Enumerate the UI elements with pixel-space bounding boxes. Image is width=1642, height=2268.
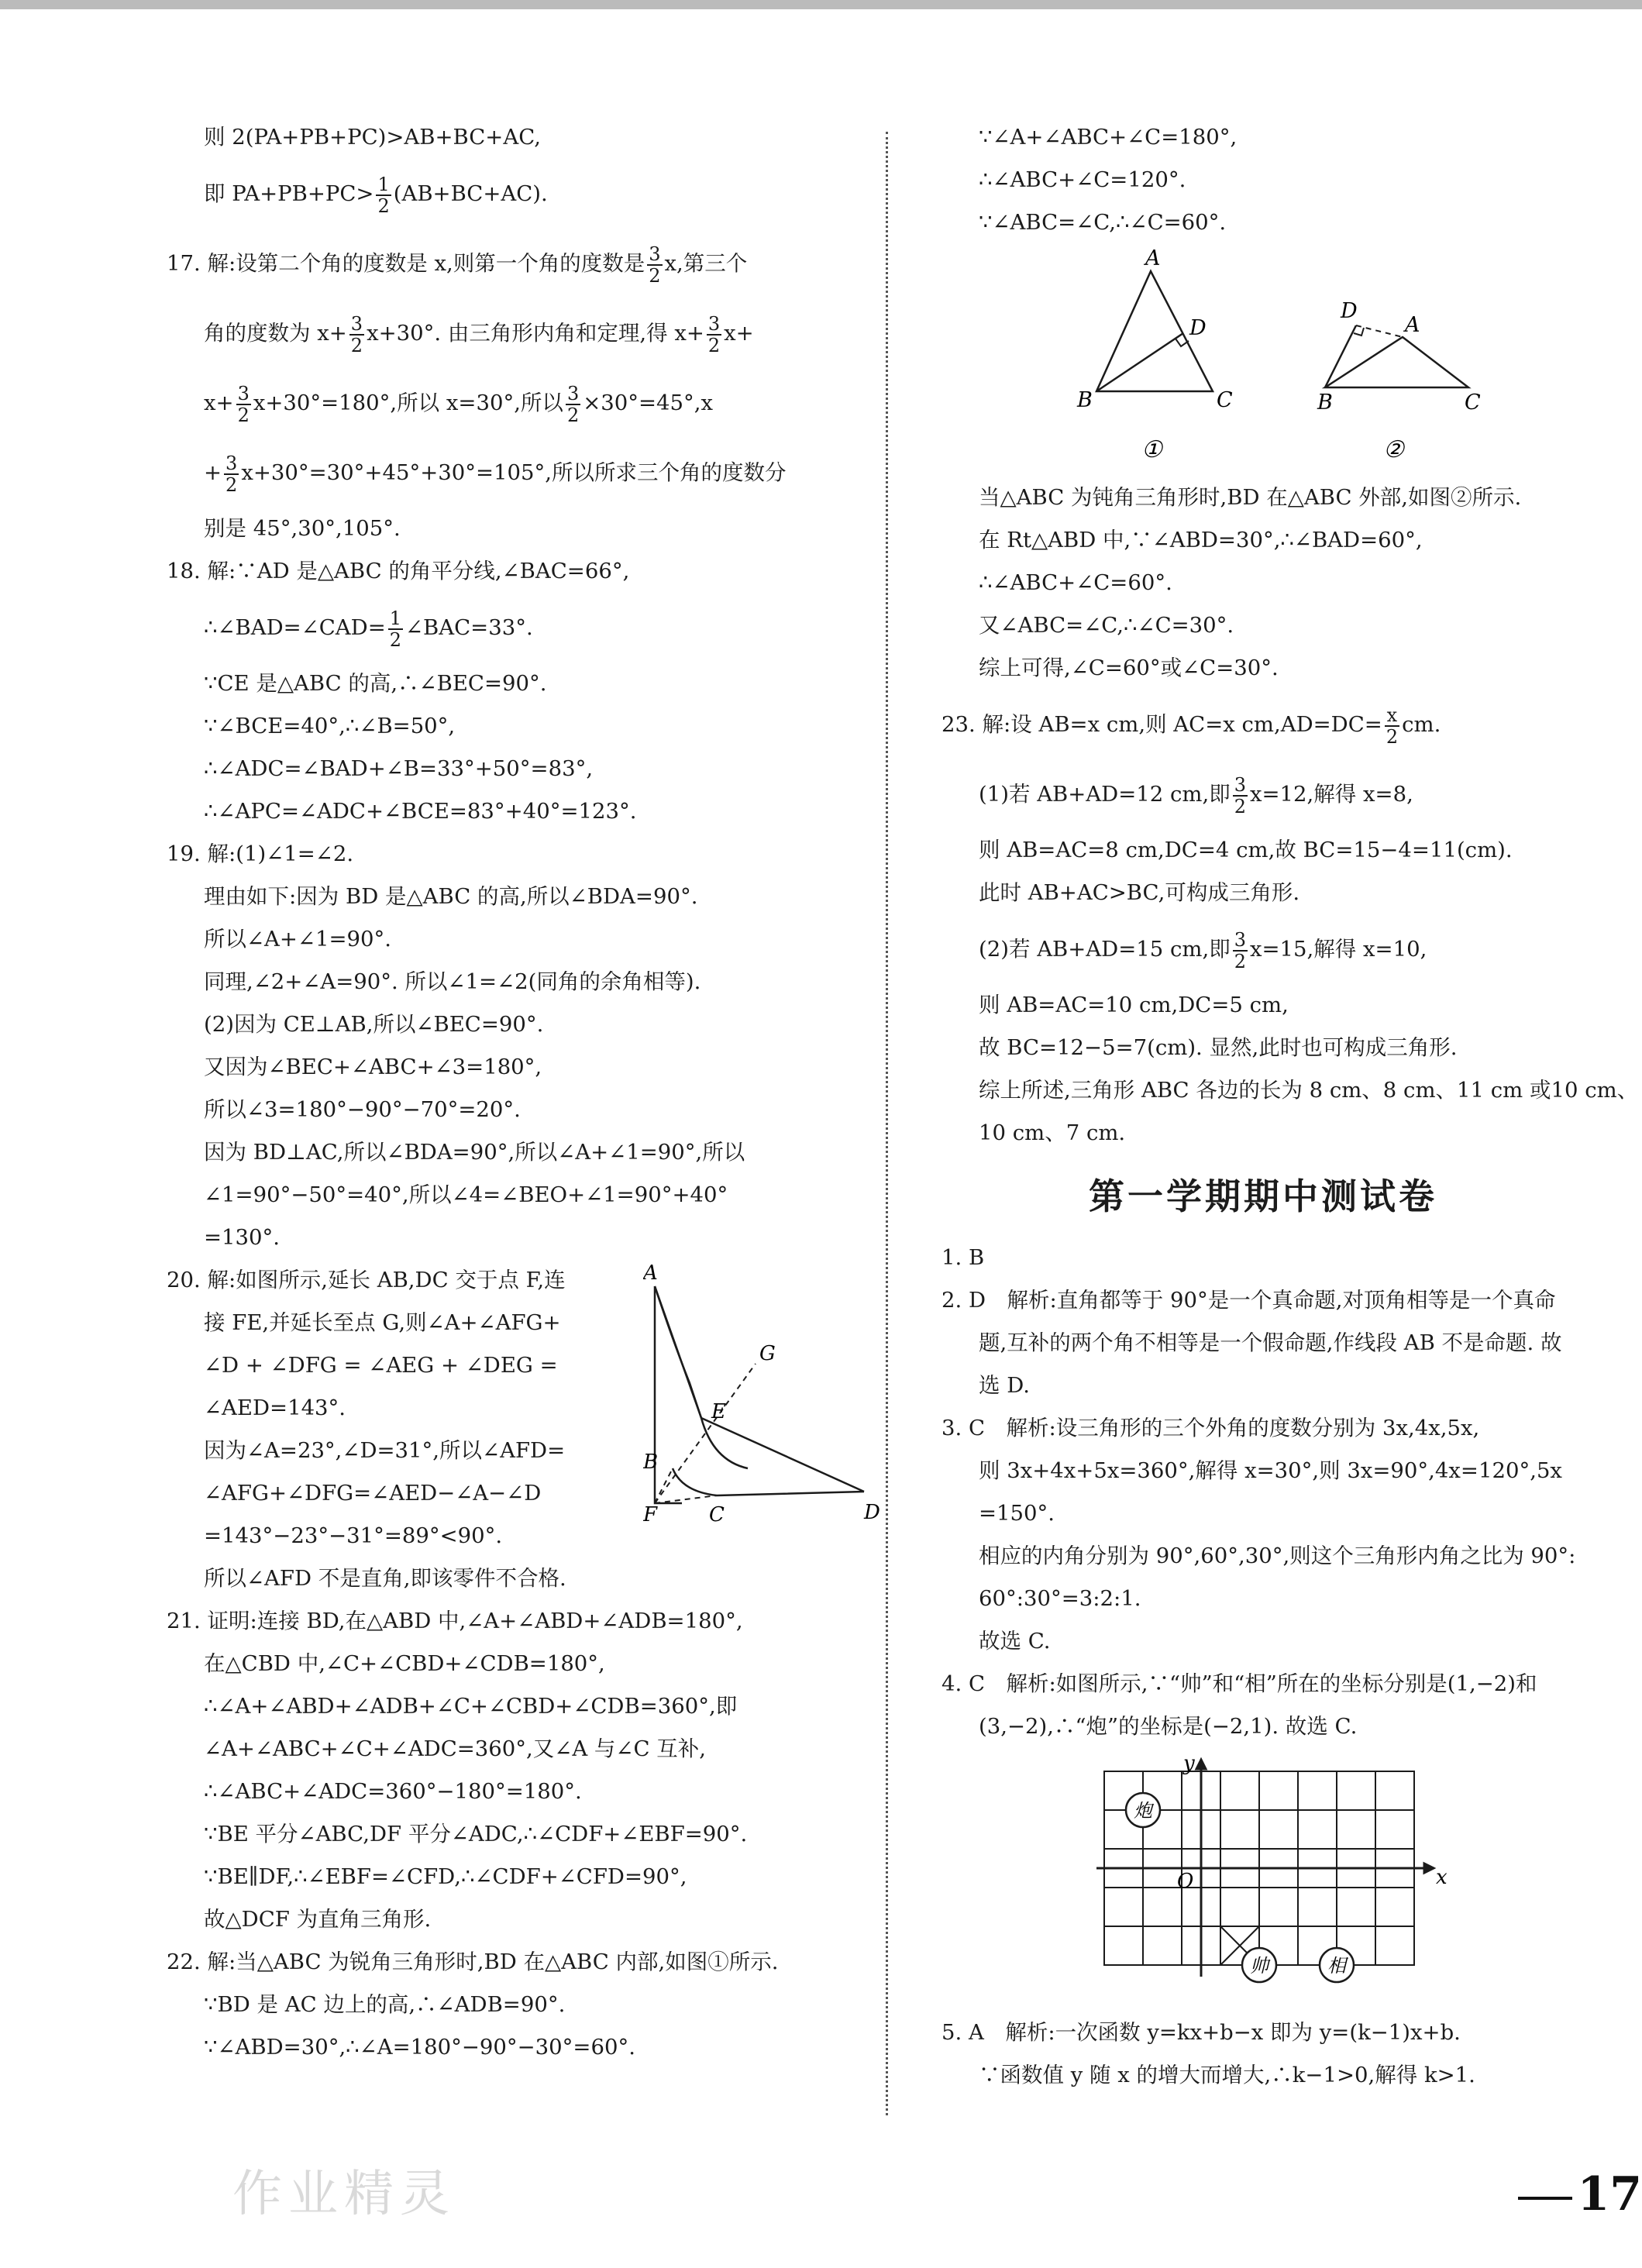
fig22b-label-D: D xyxy=(1341,299,1358,323)
fig20-dashed-FG xyxy=(655,1364,756,1503)
problem-20 xyxy=(167,1259,880,1600)
text-line: (2)若 AB+AD=15 cm,即 $\frac{3}{2}$ x=15,解得 x=10, xyxy=(979,928,1427,972)
coordinate-grid xyxy=(1081,1756,1453,2004)
text-line: 19. 解:(1)∠1=∠2. xyxy=(167,841,354,866)
problem-19 xyxy=(167,833,868,1259)
figures-22 xyxy=(941,244,1585,477)
answer-line: 3. C 解析:设三角形的三个外角的度数分别为 3x,4x,5x, xyxy=(941,1416,1480,1440)
piece-xiang-label: 相 xyxy=(1327,1955,1346,1977)
text-line: 又∠ABC=∠C,∴∠C=30°. xyxy=(979,613,1234,638)
answer-line: 5. A 解析:一次函数 y=kx+b−x 即为 y=(k−1)x+b. xyxy=(941,2020,1461,2045)
text-line: x+ $\frac{3}{2}$ x+30°=180°,所以 x=30°,所以 $\frac{3}{2}$ ×30°=45°,x xyxy=(204,382,714,426)
figure-22-acute xyxy=(1073,248,1244,473)
text-line: 在△CBD 中,∠C+∠CBD+∠CDB=180°, xyxy=(204,1651,605,1676)
fig20-label-C: C xyxy=(709,1503,725,1526)
text-line: 10 cm、7 cm. xyxy=(979,1120,1126,1145)
text-line: ∵CE 是△ABC 的高,∴∠BEC=90°. xyxy=(204,671,547,696)
fig22-label-D: D xyxy=(1189,316,1207,340)
piece-pao-label: 炮 xyxy=(1134,1800,1152,1822)
text-line: 故△DCF 为直角三角形. xyxy=(204,1907,432,1932)
text-line: 所以∠3=180°−90°−70°=20°. xyxy=(204,1097,521,1122)
text-line: ∵∠BCE=40°,∴∠B=50°, xyxy=(204,714,456,738)
fig20-label-B: B xyxy=(643,1451,659,1474)
problem-21 xyxy=(167,1600,868,1941)
fig22b-label-A: A xyxy=(1405,313,1420,337)
chess-grid-figure xyxy=(941,1748,1585,2012)
text-line: ∴∠ABC+∠C=120°. xyxy=(979,167,1186,192)
problem-22 xyxy=(167,1941,868,2069)
text-line: ∵BE∥DF,∴∠EBF=∠CFD,∴∠CDF+∠CFD=90°, xyxy=(204,1864,687,1889)
text-line: ∠AED=143°. xyxy=(204,1396,346,1420)
text-line: ∵BD 是 AC 边上的高,∴∠ADB=90°. xyxy=(204,1992,566,2017)
text-line: 在 Rt△ABD 中,∵∠ABD=30°,∴∠BAD=60°, xyxy=(979,528,1423,552)
fig22b-label-C: C xyxy=(1465,391,1481,415)
text-line: 所以∠A+∠1=90°. xyxy=(204,927,392,952)
problem-18: 18. 解:∵AD 是△ABC 的角平分线,∠BAC=66°, xyxy=(167,559,630,583)
text-line: ∠D + ∠DFG = ∠AEG + ∠DEG = xyxy=(204,1353,558,1378)
text-line: 23. 解:设 AB=x cm,则 AC=x cm,AD=DC= $\frac{x}{2}$ cm. xyxy=(941,704,1441,748)
problem-23 xyxy=(941,690,1639,1155)
fig20-edge-ED xyxy=(701,1418,864,1492)
answer-line: 相应的内角分别为 90°,60°,30°,则这个三角形内角之比为 90°: xyxy=(979,1544,1576,1568)
answer-line: 则 3x+4x+5x=360°,解得 x=30°,则 3x=90°,4x=120°,5x xyxy=(979,1458,1562,1483)
fig22-label-A: A xyxy=(1145,248,1161,270)
text-line: ∵∠ABC=∠C,∴∠C=60°. xyxy=(979,210,1227,235)
text-line: =130°. xyxy=(204,1225,281,1250)
origin-label: O xyxy=(1177,1870,1194,1893)
answer-line: 故选 C. xyxy=(979,1629,1051,1654)
answer-line: 题,互补的两个角不相等是一个假命题,作线段 AB 不是命题. 故 xyxy=(979,1330,1562,1355)
text-line: ∵∠ABD=30°,∴∠A=180°−90°−30°=60°. xyxy=(204,2035,635,2060)
text-line: ∵∠A+∠ABC+∠C=180°, xyxy=(979,125,1238,150)
answer-line: 1. B xyxy=(941,1245,985,1270)
answer-line: 2. D 解析:直角都等于 90°是一个真命题,对顶角相等是一个真命 xyxy=(941,1288,1556,1313)
text-line: ∴∠BAD=∠CAD= $\frac{1}{2}$ ∠BAC=33°. xyxy=(204,607,533,651)
text-line: 因为 BD⊥AC,所以∠BDA=90°,所以∠A+∠1=90°,所以 xyxy=(204,1140,745,1165)
y-axis-label: y xyxy=(1183,1756,1195,1775)
right-column xyxy=(941,116,1639,2097)
fig22-label-C: C xyxy=(1217,388,1233,412)
text-line: ∴∠A+∠ABD+∠ADB+∠C+∠CBD+∠CDB=360°,即 xyxy=(204,1694,738,1719)
left-column xyxy=(167,116,880,2069)
text-line: 所以∠AFD 不是直角,即该零件不合格. xyxy=(204,1566,566,1591)
figure-20 xyxy=(643,1259,883,1526)
text-line: ∴∠ABC+∠C=60°. xyxy=(979,570,1172,595)
text-line: 则 AB=AC=8 cm,DC=4 cm,故 BC=15−4=11(cm). xyxy=(979,838,1513,862)
text-line: ∠AFG+∠DFG=∠AED−∠A−∠D xyxy=(204,1481,542,1506)
text-line: 综上所述,三角形 ABC 各边的长为 8 cm、8 cm、11 cm 或10 cm、 xyxy=(979,1078,1639,1103)
fig20-label-G: G xyxy=(759,1342,776,1365)
fig20-edge-BCD xyxy=(673,1468,864,1495)
answer-line: (3,−2),∴“炮”的坐标是(−2,1). 故选 C. xyxy=(979,1714,1358,1739)
text-line: 此时 AB+AC>BC,可构成三角形. xyxy=(979,880,1300,905)
answer-line: =150°. xyxy=(979,1501,1055,1526)
page-number: 17 xyxy=(1577,2167,1642,2222)
text-line: 综上可得,∠C=60°或∠C=30°. xyxy=(979,656,1279,680)
text-line: 同理,∠2+∠A=90°. 所以∠1=∠2(同角的余角相等). xyxy=(204,969,701,994)
text-line: 又因为∠BEC+∠ABC+∠3=180°, xyxy=(204,1055,542,1079)
fig20-edge-ABE xyxy=(655,1286,748,1468)
text-line: 角的度数为 x+ $\frac{3}{2}$ x+30°. 由三角形内角和定理,得 x+ $\frac{3}{2}$ x+ xyxy=(204,312,754,356)
answer-line: ∵函数值 y 随 x 的增大而增大,∴k−1>0,解得 k>1. xyxy=(979,2063,1475,2087)
text-line: 22. 解:当△ABC 为锐角三角形时,BD 在△ABC 内部,如图①所示. xyxy=(167,1950,779,1974)
text-line: 则 2(PA+PB+PC)>AB+BC+AC, xyxy=(204,125,541,150)
fig20-label-F: F xyxy=(643,1503,658,1526)
figure-22-obtuse xyxy=(1306,248,1507,473)
fraction: $\frac{1}{2}$ xyxy=(377,173,390,217)
text-line: ∠A+∠ABC+∠C+∠ADC=360°,又∠A 与∠C 互补, xyxy=(204,1736,706,1761)
answer-line: 60°:30°=3:2:1. xyxy=(979,1586,1141,1611)
text-line: (1)若 AB+AD=12 cm,即 $\frac{3}{2}$ x=12,解得 x=8, xyxy=(979,773,1413,817)
text-line: + $\frac{3}{2}$ x+30°=30°+45°+30°=105°,所以所求三个角的度数分 xyxy=(204,452,787,496)
page-number-dash xyxy=(1518,2197,1572,2200)
piece-shuai-label: 帅 xyxy=(1250,1955,1269,1977)
figure-label-2: ② xyxy=(1383,436,1404,463)
text-line: ∴∠ADC=∠BAD+∠B=33°+50°=83°, xyxy=(204,756,594,781)
text-line: 即 PA+PB+PC> $\frac{1}{2}$ (AB+BC+AC). xyxy=(204,173,548,217)
text-line: 故 BC=12−5=7(cm). 显然,此时也可构成三角形. xyxy=(979,1035,1458,1060)
answers-list xyxy=(941,1237,1585,1748)
figure-label-1: ① xyxy=(1141,436,1162,463)
fig20-label-A: A xyxy=(643,1261,658,1285)
fig22-label-B: B xyxy=(1077,388,1093,412)
fig20-label-D: D xyxy=(864,1501,880,1524)
text-line: ∴∠APC=∠ADC+∠BCE=83°+40°=123°. xyxy=(204,799,637,824)
top-scan-border xyxy=(0,0,1642,9)
text-line: ∴∠ABC+∠ADC=360°−180°=180°. xyxy=(204,1779,582,1804)
answer-line: 4. C 解析:如图所示,∵“帅”和“相”所在的坐标分别是(1,−2)和 xyxy=(941,1671,1537,1696)
text-line: 20. 解:如图所示,延长 AB,DC 交于点 F,连 xyxy=(167,1268,566,1292)
text-line: =143°−23°−31°=89°<90°. xyxy=(204,1523,503,1548)
text-line: ∵BE 平分∠ABC,DF 平分∠ADC,∴∠CDF+∠EBF=90°. xyxy=(204,1822,748,1846)
text-line: ∠1=90°−50°=40°,所以∠4=∠BEO+∠1=90°+40° xyxy=(204,1182,728,1207)
text-line: 别是 45°,30°,105°. xyxy=(204,516,401,541)
watermark: 作业精灵 xyxy=(232,2166,456,2223)
text-line: (2)因为 CE⊥AB,所以∠BEC=90°. xyxy=(204,1012,544,1037)
answer-line: 选 D. xyxy=(979,1373,1031,1398)
problem-17: 17. 解:设第二个角的度数是 x,则第一个角的度数是 $\frac{3}{2}$ x,第三个 xyxy=(167,243,748,287)
text-line: 当△ABC 为钝角三角形时,BD 在△ABC 外部,如图②所示. xyxy=(979,485,1522,510)
text-line: 因为∠A=23°,∠D=31°,所以∠AFD= xyxy=(204,1438,566,1463)
fig22b-label-B: B xyxy=(1317,391,1333,415)
column-divider xyxy=(886,132,888,2115)
section-heading: 第一学期期中测试卷 xyxy=(1089,1175,1437,1217)
text-line: 接 FE,并延长至点 G,则∠A+∠AFG+ xyxy=(204,1310,561,1335)
fig20-label-E: E xyxy=(711,1400,726,1423)
text-line: 21. 证明:连接 BD,在△ABD 中,∠A+∠ABD+∠ADB=180°, xyxy=(167,1609,743,1633)
text-line: 则 AB=AC=10 cm,DC=5 cm, xyxy=(979,993,1289,1017)
text-line: 理由如下:因为 BD 是△ABC 的高,所以∠BDA=90°. xyxy=(204,884,698,909)
x-axis-label: x xyxy=(1436,1866,1448,1889)
fig20-edge-AF xyxy=(655,1286,682,1503)
